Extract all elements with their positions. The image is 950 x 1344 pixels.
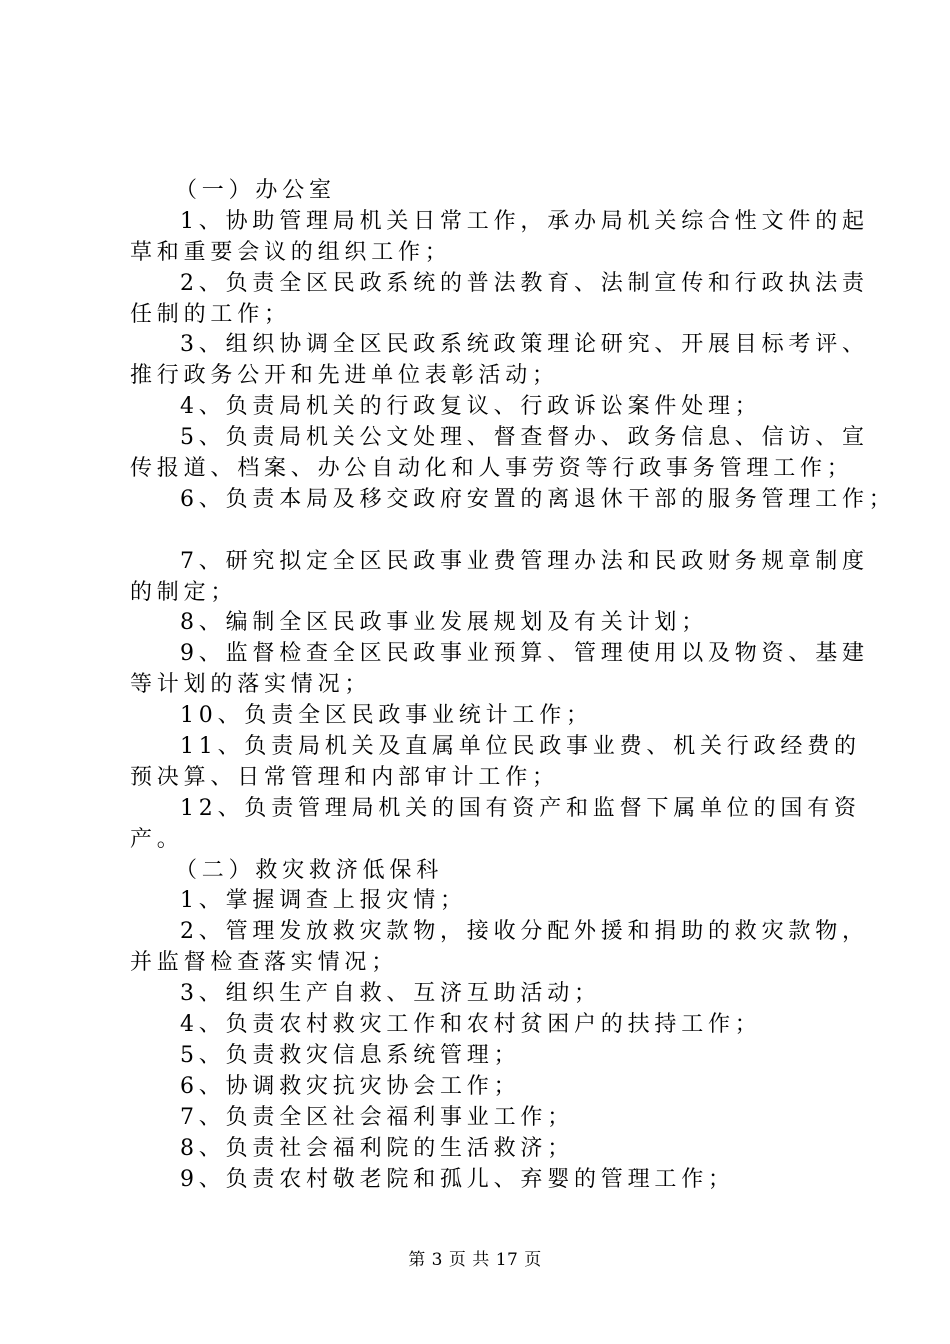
section-heading: （二）救灾救济低保科 [175,857,444,883]
text-line: 6、负责本局及移交政府安置的离退休干部的服务管理工作； [180,486,896,512]
text-line: 4、负责局机关的行政复议、行政诉讼案件处理； [180,394,762,420]
text-line: 传报道、档案、办公自动化和人事劳资等行政事务管理工作； [130,456,854,482]
section-heading: （一）办公室 [175,178,336,203]
text-line: 5、负责救灾信息系统管理； [180,1042,521,1068]
text-line: 6、协调救灾抗灾协会工作； [180,1073,521,1099]
text-line: 9、监督检查全区民政事业预算、管理使用以及物资、基建 [180,641,869,667]
document-body [130,176,896,1195]
text-line: 10、负责全区民政事业统计工作； [180,703,593,729]
text-line: 8、编制全区民政事业发展规划及有关计划； [180,610,708,636]
blank-line [130,516,842,547]
text-line: 3、组织协调全区民政系统政策理论研究、开展目标考评、 [180,332,869,358]
text-line: 并监督检查落实情况； [130,950,399,976]
text-line: 7、研究拟定全区民政事业费管理办法和民政财务规章制度 [180,548,869,574]
text-line: 8、负责社会福利院的生活救济； [180,1135,574,1161]
text-line: 的制定； [130,579,238,605]
text-line: 等计划的落实情况； [130,672,372,698]
text-line: 12、负责管理局机关的国有资产和监督下属单位的国有资 [180,795,861,821]
text-line: 11、负责局机关及直属单位民政事业费、机关行政经费的 [180,734,861,760]
text-line: 7、负责全区社会福利事业工作； [180,1104,574,1130]
text-line: 1、掌握调查上报灾情； [180,888,467,914]
text-line: 9、负责农村敬老院和孤儿、弃婴的管理工作； [180,1166,735,1192]
text-line: 产。 [130,826,184,852]
page-footer: 第 3 页 共 17 页 [408,1250,542,1270]
text-line: 4、负责农村救灾工作和农村贫困户的扶持工作； [180,1012,762,1038]
text-line: 5、负责局机关公文处理、督查督办、政务信息、信访、宣 [180,425,869,451]
text-line: 预决算、日常管理和内部审计工作； [130,764,559,790]
text-line: 3、组织生产自救、互济互助活动； [180,981,601,1007]
text-line: 任制的工作； [130,301,291,327]
text-line: 2、管理发放救灾款物，接收分配外援和捐助的救灾款物， [180,919,869,945]
text-line: 草和重要会议的组织工作； [130,239,452,265]
text-line: 2、负责全区民政系统的普法教育、法制宣传和行政执法责 [180,270,869,296]
text-line: 1、协助管理局机关日常工作，承办局机关综合性文件的起 [180,208,869,234]
text-line: 推行政务公开和先进单位表彰活动； [130,363,559,389]
